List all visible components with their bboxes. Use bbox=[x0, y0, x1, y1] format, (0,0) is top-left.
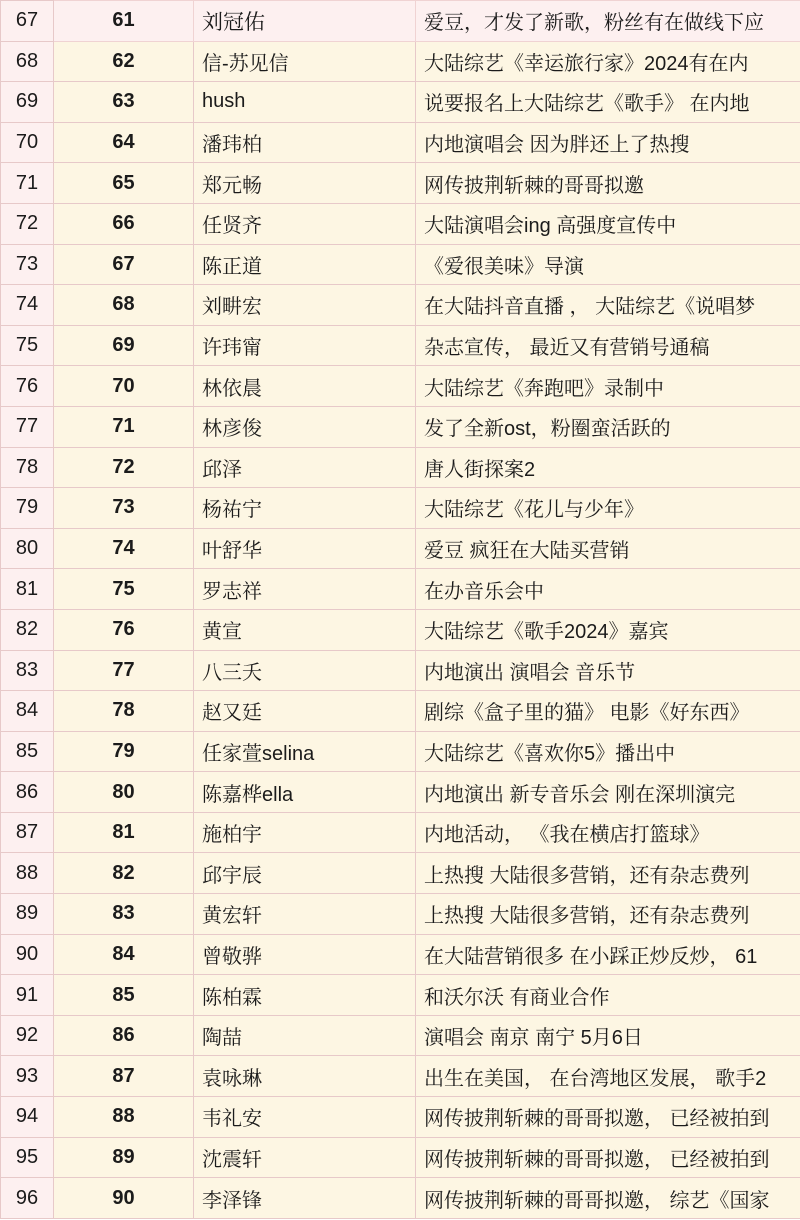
cell-note[interactable]: 大陆综艺《歌手2024》嘉宾 bbox=[416, 609, 800, 650]
cell-name[interactable]: 沈震轩 bbox=[194, 1137, 416, 1178]
cell-index[interactable]: 74 bbox=[54, 528, 194, 569]
cell-name[interactable]: 陈柏霖 bbox=[194, 975, 416, 1016]
table-row[interactable] bbox=[1, 731, 800, 772]
row-header-cell[interactable]: 88 bbox=[1, 853, 54, 894]
row-header-cell[interactable]: 90 bbox=[1, 934, 54, 975]
row-header-cell[interactable]: 72 bbox=[1, 203, 54, 244]
cell-name[interactable]: 郑元畅 bbox=[194, 163, 416, 204]
cell-index[interactable]: 86 bbox=[54, 1015, 194, 1056]
cell-note[interactable]: 大陆综艺《奔跑吧》录制中 bbox=[416, 366, 800, 407]
row-header-cell[interactable]: 96 bbox=[1, 1178, 54, 1219]
row-header-cell[interactable]: 68 bbox=[1, 41, 54, 82]
table-row[interactable] bbox=[1, 934, 800, 975]
cell-note[interactable]: 网传披荆斩棘的哥哥拟邀， 综艺《国家 bbox=[416, 1178, 800, 1219]
cell-note[interactable]: 内地演出 新专音乐会 刚在深圳演完 bbox=[416, 772, 800, 813]
cell-note[interactable]: 上热搜 大陆很多营销，还有杂志费列 bbox=[416, 853, 800, 894]
table-row[interactable] bbox=[1, 285, 800, 326]
cell-index[interactable]: 72 bbox=[54, 447, 194, 488]
row-header-cell[interactable]: 71 bbox=[1, 163, 54, 204]
cell-note[interactable]: 爱豆，才发了新歌，粉丝有在做线下应 bbox=[416, 1, 800, 42]
table-row[interactable] bbox=[1, 1, 800, 42]
cell-note[interactable]: 在办音乐会中 bbox=[416, 569, 800, 610]
table-row[interactable] bbox=[1, 488, 800, 529]
cell-index[interactable]: 63 bbox=[54, 82, 194, 123]
table-row[interactable] bbox=[1, 1097, 800, 1138]
table-row[interactable] bbox=[1, 1137, 800, 1178]
table-row[interactable] bbox=[1, 975, 800, 1016]
table-row[interactable] bbox=[1, 528, 800, 569]
row-header-cell[interactable]: 92 bbox=[1, 1015, 54, 1056]
cell-index[interactable]: 64 bbox=[54, 122, 194, 163]
cell-name[interactable]: 刘冠佑 bbox=[194, 1, 416, 42]
cell-note[interactable]: 发了全新ost，粉圈蛮活跃的 bbox=[416, 406, 800, 447]
table-row[interactable] bbox=[1, 650, 800, 691]
cell-note[interactable]: 网传披荆斩棘的哥哥拟邀 bbox=[416, 163, 800, 204]
row-header-cell[interactable]: 74 bbox=[1, 285, 54, 326]
cell-name[interactable]: 杨祐宁 bbox=[194, 488, 416, 529]
cell-index[interactable]: 65 bbox=[54, 163, 194, 204]
table-row[interactable] bbox=[1, 1178, 800, 1219]
row-header-cell[interactable]: 79 bbox=[1, 488, 54, 529]
cell-index[interactable]: 62 bbox=[54, 41, 194, 82]
cell-name[interactable]: 邱泽 bbox=[194, 447, 416, 488]
table-row[interactable] bbox=[1, 41, 800, 82]
cell-name[interactable]: 八三夭 bbox=[194, 650, 416, 691]
table-row[interactable] bbox=[1, 894, 800, 935]
cell-index[interactable]: 68 bbox=[54, 285, 194, 326]
cell-index[interactable]: 66 bbox=[54, 203, 194, 244]
cell-index[interactable]: 82 bbox=[54, 853, 194, 894]
cell-name[interactable]: 邱宇辰 bbox=[194, 853, 416, 894]
cell-name[interactable]: 韦礼安 bbox=[194, 1097, 416, 1138]
cell-note[interactable]: 在大陆抖音直播 ， 大陆综艺《说唱梦 bbox=[416, 285, 800, 326]
cell-index[interactable]: 73 bbox=[54, 488, 194, 529]
cell-note[interactable]: 上热搜 大陆很多营销，还有杂志费列 bbox=[416, 894, 800, 935]
table-row[interactable] bbox=[1, 609, 800, 650]
cell-note[interactable]: 《爱很美味》导演 bbox=[416, 244, 800, 285]
row-header-cell[interactable]: 83 bbox=[1, 650, 54, 691]
cell-name[interactable]: 信-苏见信 bbox=[194, 41, 416, 82]
table-row[interactable] bbox=[1, 203, 800, 244]
table-row[interactable] bbox=[1, 82, 800, 123]
cell-name[interactable]: 黄宏轩 bbox=[194, 894, 416, 935]
cell-index[interactable]: 85 bbox=[54, 975, 194, 1016]
table-row[interactable] bbox=[1, 569, 800, 610]
cell-name[interactable]: 黄宣 bbox=[194, 609, 416, 650]
cell-name[interactable]: 林彦俊 bbox=[194, 406, 416, 447]
cell-name[interactable]: 陶喆 bbox=[194, 1015, 416, 1056]
row-header-cell[interactable]: 93 bbox=[1, 1056, 54, 1097]
cell-index[interactable]: 69 bbox=[54, 325, 194, 366]
cell-note[interactable]: 和沃尔沃 有商业合作 bbox=[416, 975, 800, 1016]
row-header-cell[interactable]: 87 bbox=[1, 812, 54, 853]
row-header-cell[interactable]: 70 bbox=[1, 122, 54, 163]
cell-note[interactable]: 网传披荆斩棘的哥哥拟邀， 已经被拍到 bbox=[416, 1097, 800, 1138]
cell-name[interactable]: hush bbox=[194, 82, 416, 123]
cell-note[interactable]: 大陆综艺《花儿与少年》 bbox=[416, 488, 800, 529]
row-header-cell[interactable]: 84 bbox=[1, 691, 54, 732]
row-header-cell[interactable]: 73 bbox=[1, 244, 54, 285]
cell-index[interactable]: 67 bbox=[54, 244, 194, 285]
cell-note[interactable]: 杂志宣传， 最近又有营销号通稿 bbox=[416, 325, 800, 366]
table-row[interactable] bbox=[1, 853, 800, 894]
table-row[interactable] bbox=[1, 1056, 800, 1097]
cell-name[interactable]: 赵又廷 bbox=[194, 691, 416, 732]
row-header-cell[interactable]: 78 bbox=[1, 447, 54, 488]
cell-index[interactable]: 70 bbox=[54, 366, 194, 407]
cell-index[interactable]: 83 bbox=[54, 894, 194, 935]
cell-index[interactable]: 75 bbox=[54, 569, 194, 610]
cell-index[interactable]: 90 bbox=[54, 1178, 194, 1219]
row-header-cell[interactable]: 94 bbox=[1, 1097, 54, 1138]
cell-index[interactable]: 81 bbox=[54, 812, 194, 853]
cell-note[interactable]: 出生在美国， 在台湾地区发展， 歌手2 bbox=[416, 1056, 800, 1097]
cell-name[interactable]: 林依晨 bbox=[194, 366, 416, 407]
row-header-cell[interactable]: 69 bbox=[1, 82, 54, 123]
cell-index[interactable]: 61 bbox=[54, 1, 194, 42]
table-row[interactable] bbox=[1, 447, 800, 488]
table-row[interactable] bbox=[1, 772, 800, 813]
table-row[interactable] bbox=[1, 244, 800, 285]
cell-name[interactable]: 陈正道 bbox=[194, 244, 416, 285]
cell-note[interactable]: 内地活动， 《我在横店打篮球》 bbox=[416, 812, 800, 853]
cell-name[interactable]: 叶舒华 bbox=[194, 528, 416, 569]
cell-note[interactable]: 在大陆营销很多 在小踩正炒反炒， 61 bbox=[416, 934, 800, 975]
cell-note[interactable]: 演唱会 南京 南宁 5月6日 bbox=[416, 1015, 800, 1056]
table-row[interactable] bbox=[1, 1015, 800, 1056]
table-row[interactable] bbox=[1, 325, 800, 366]
row-header-cell[interactable]: 80 bbox=[1, 528, 54, 569]
row-header-cell[interactable]: 86 bbox=[1, 772, 54, 813]
row-header-cell[interactable]: 85 bbox=[1, 731, 54, 772]
table-row[interactable] bbox=[1, 163, 800, 204]
cell-note[interactable]: 网传披荆斩棘的哥哥拟邀， 已经被拍到 bbox=[416, 1137, 800, 1178]
table-row[interactable] bbox=[1, 366, 800, 407]
cell-index[interactable]: 88 bbox=[54, 1097, 194, 1138]
cell-note[interactable]: 唐人街探案2 bbox=[416, 447, 800, 488]
cell-name[interactable]: 陈嘉桦ella bbox=[194, 772, 416, 813]
cell-note[interactable]: 内地演唱会 因为胖还上了热搜 bbox=[416, 122, 800, 163]
row-header-cell[interactable]: 67 bbox=[1, 1, 54, 42]
row-header-cell[interactable]: 95 bbox=[1, 1137, 54, 1178]
cell-index[interactable]: 77 bbox=[54, 650, 194, 691]
cell-name[interactable]: 任贤齐 bbox=[194, 203, 416, 244]
row-header-cell[interactable]: 77 bbox=[1, 406, 54, 447]
cell-note[interactable]: 大陆综艺《幸运旅行家》2024有在内 bbox=[416, 41, 800, 82]
table-row[interactable] bbox=[1, 122, 800, 163]
cell-note[interactable]: 说要报名上大陆综艺《歌手》 在内地 bbox=[416, 82, 800, 123]
cell-note[interactable]: 内地演出 演唱会 音乐节 bbox=[416, 650, 800, 691]
row-header-cell[interactable]: 91 bbox=[1, 975, 54, 1016]
cell-index[interactable]: 76 bbox=[54, 609, 194, 650]
spreadsheet-body bbox=[1, 1, 800, 1219]
table-row[interactable] bbox=[1, 812, 800, 853]
row-header-cell[interactable]: 82 bbox=[1, 609, 54, 650]
cell-name[interactable]: 罗志祥 bbox=[194, 569, 416, 610]
cell-note[interactable]: 爱豆 疯狂在大陆买营销 bbox=[416, 528, 800, 569]
cell-index[interactable]: 78 bbox=[54, 691, 194, 732]
row-header-cell[interactable]: 89 bbox=[1, 894, 54, 935]
cell-note[interactable]: 大陆演唱会ing 高强度宣传中 bbox=[416, 203, 800, 244]
cell-index[interactable]: 89 bbox=[54, 1137, 194, 1178]
cell-note[interactable]: 大陆综艺《喜欢你5》播出中 bbox=[416, 731, 800, 772]
cell-note[interactable]: 剧综《盒子里的猫》 电影《好东西》 bbox=[416, 691, 800, 732]
row-header-cell[interactable]: 81 bbox=[1, 569, 54, 610]
row-header-cell[interactable]: 76 bbox=[1, 366, 54, 407]
cell-name[interactable]: 刘畊宏 bbox=[194, 285, 416, 326]
cell-index[interactable]: 84 bbox=[54, 934, 194, 975]
cell-name[interactable]: 李泽锋 bbox=[194, 1178, 416, 1219]
cell-name[interactable]: 曾敬骅 bbox=[194, 934, 416, 975]
cell-name[interactable]: 袁咏琳 bbox=[194, 1056, 416, 1097]
cell-name[interactable]: 施柏宇 bbox=[194, 812, 416, 853]
cell-name[interactable]: 任家萱selina bbox=[194, 731, 416, 772]
cell-index[interactable]: 87 bbox=[54, 1056, 194, 1097]
cell-index[interactable]: 80 bbox=[54, 772, 194, 813]
cell-name[interactable]: 许玮甯 bbox=[194, 325, 416, 366]
table-row[interactable] bbox=[1, 691, 800, 732]
table-row[interactable] bbox=[1, 406, 800, 447]
row-header-cell[interactable]: 75 bbox=[1, 325, 54, 366]
cell-index[interactable]: 71 bbox=[54, 406, 194, 447]
cell-name[interactable]: 潘玮柏 bbox=[194, 122, 416, 163]
cell-index[interactable]: 79 bbox=[54, 731, 194, 772]
